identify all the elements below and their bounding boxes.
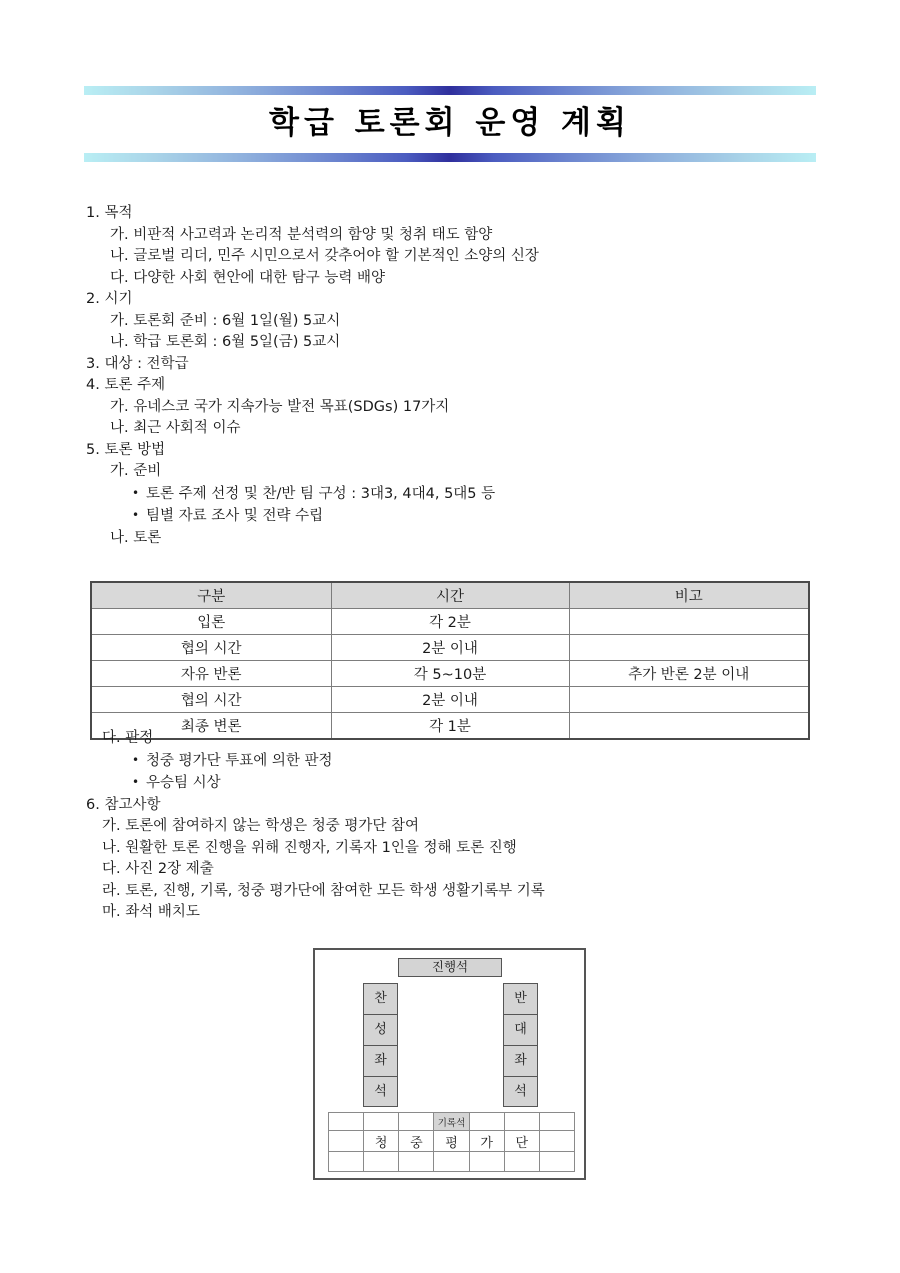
seating-chart-diagram <box>313 948 586 1180</box>
table-header-cell: 시간 <box>331 582 569 609</box>
audience-seat-cell <box>504 1152 539 1172</box>
document-body-upper <box>86 203 826 549</box>
document-title-block <box>84 86 816 162</box>
audience-seat-cell <box>399 1152 434 1172</box>
audience-label-cell: 가 <box>469 1131 504 1152</box>
outline-item: 4. 토론 주제 <box>86 377 166 393</box>
outline-item: 3. 대상 : 전학급 <box>86 355 189 372</box>
table-cell: 입론 <box>91 609 331 635</box>
outline-item: 라. 토론, 진행, 기록, 청중 평가단에 참여한 모든 학생 생활기록부 기록 <box>102 882 545 899</box>
audience-seat-cell <box>469 1152 504 1172</box>
outline-item: 나. 원활한 토론 진행을 위해 진행자, 기록자 1인을 정해 토론 진행 <box>102 839 517 856</box>
audience-grid-row <box>329 1131 575 1152</box>
outline-item: 나. 학급 토론회 : 6월 5일(금) 5교시 <box>110 334 341 350</box>
audience-seat-grid <box>328 1112 575 1172</box>
audience-seat-cell <box>329 1131 364 1152</box>
outline-item: 1. 목적 <box>86 205 133 221</box>
table-cell: 2분 이내 <box>331 687 569 713</box>
seat-box: 찬 <box>363 983 398 1014</box>
outline-item: 가. 준비 <box>110 463 162 479</box>
table-cell: 각 1분 <box>331 713 569 740</box>
table-cell: 각 2분 <box>331 609 569 635</box>
table-header-row <box>91 582 809 609</box>
recorder-seat-cell: 기록석 <box>434 1113 469 1131</box>
page-title: 학급 토론회 운영 계획 <box>269 105 631 141</box>
table-header-cell: 구분 <box>91 582 331 609</box>
seat-box: 대 <box>503 1014 538 1045</box>
outline-item: 5. 토론 방법 <box>86 441 166 458</box>
audience-seat-cell <box>504 1113 539 1131</box>
outline-item: 나. 토론 <box>110 529 162 546</box>
outline-item: 가. 비판적 사고력과 논리적 분석력의 함양 및 청취 태도 함양 <box>110 226 493 243</box>
bullet-item: • 청중 평가단 투표에 의한 판정 <box>86 750 826 773</box>
audience-seat-cell <box>539 1113 574 1131</box>
audience-area <box>328 1112 575 1172</box>
bullet-item: • 우승팀 시상 <box>86 772 826 795</box>
outline-item: 다. 판정 <box>102 730 154 746</box>
table-cell: 최종 변론 <box>91 713 331 740</box>
table-cell: 각 5~10분 <box>331 661 569 687</box>
outline-item: 나. 최근 사회적 이슈 <box>110 420 241 436</box>
table-cell: 자유 반론 <box>91 661 331 687</box>
title-gradient-bar-top <box>84 86 816 95</box>
debate-schedule-table-wrap <box>90 581 808 740</box>
audience-label-cell: 청 <box>364 1131 399 1152</box>
seat-box: 석 <box>503 1076 538 1107</box>
audience-grid-row <box>329 1113 575 1131</box>
table-cell <box>569 609 809 635</box>
table-cell: 추가 반론 2분 이내 <box>569 661 809 687</box>
audience-grid-row <box>329 1152 575 1172</box>
audience-seat-cell <box>469 1113 504 1131</box>
outline-item: 2. 시기 <box>86 291 133 307</box>
bullet-item: • 팀별 자료 조사 및 전략 수립 <box>86 505 826 528</box>
outline-item: 가. 토론회 준비 : 6월 1일(월) 5교시 <box>110 312 341 329</box>
title-gradient-bar-bottom <box>84 153 816 162</box>
table-cell: 2분 이내 <box>331 635 569 661</box>
table-row <box>91 635 809 661</box>
seat-box: 반 <box>503 983 538 1014</box>
seat-box: 좌 <box>363 1045 398 1076</box>
debate-schedule-table <box>90 581 810 740</box>
seat-box: 성 <box>363 1014 398 1045</box>
audience-seat-cell <box>364 1113 399 1131</box>
outline-item: 6. 참고사항 <box>86 796 161 813</box>
outline-item: 가. 토론에 참여하지 않는 학생은 청중 평가단 참여 <box>102 818 420 834</box>
table-cell <box>569 687 809 713</box>
audience-seat-cell <box>539 1152 574 1172</box>
audience-seat-cell <box>329 1152 364 1172</box>
outline-item: 다. 다양한 사회 현안에 대한 탐구 능력 배양 <box>110 269 385 286</box>
seat-box: 석 <box>363 1076 398 1107</box>
table-body <box>91 609 809 740</box>
pro-team-seat-column <box>363 983 398 1107</box>
table-row <box>91 661 809 687</box>
table-cell: 협의 시간 <box>91 687 331 713</box>
seat-box: 좌 <box>503 1045 538 1076</box>
document-body-lower <box>86 728 826 924</box>
table-cell: 협의 시간 <box>91 635 331 661</box>
audience-label-cell: 평 <box>434 1131 469 1152</box>
audience-label-cell: 중 <box>399 1131 434 1152</box>
table-row <box>91 687 809 713</box>
audience-seat-cell <box>434 1152 469 1172</box>
bullet-item: • 토론 주제 선정 및 찬/반 팀 구성 : 3대3, 4대4, 5대5 등 <box>86 483 826 506</box>
outline-item: 다. 사진 2장 제출 <box>102 861 214 877</box>
audience-label-cell: 단 <box>504 1131 539 1152</box>
audience-seat-cell <box>364 1152 399 1172</box>
audience-seat-cell <box>399 1113 434 1131</box>
audience-seat-cell <box>539 1131 574 1152</box>
outline-item: 나. 글로벌 리더, 민주 시민으로서 갖추어야 할 기본적인 소양의 신장 <box>110 248 539 264</box>
outline-item: 가. 유네스코 국가 지속가능 발전 목표(SDGs) 17가지 <box>110 398 450 415</box>
table-cell <box>569 635 809 661</box>
table-header-cell: 비고 <box>569 582 809 609</box>
moderator-seat-box: 진행석 <box>398 958 502 977</box>
outline-item: 마. 좌석 배치도 <box>102 904 200 920</box>
table-row <box>91 609 809 635</box>
con-team-seat-column <box>503 983 538 1107</box>
audience-seat-cell <box>329 1113 364 1131</box>
